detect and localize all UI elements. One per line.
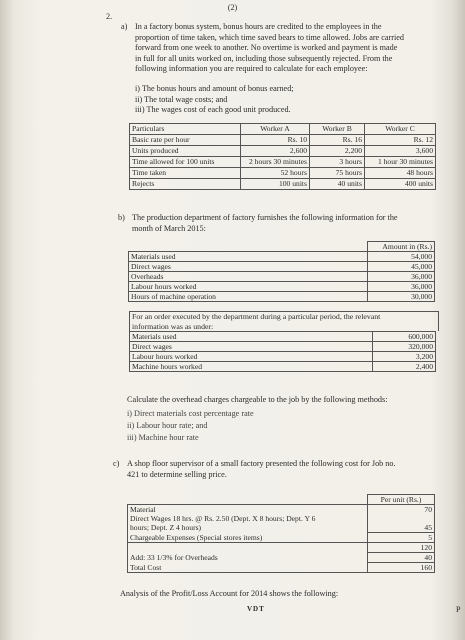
part-a-intro-line: in full for all units worked on, including those subsequently rejected. From the <box>135 53 393 63</box>
table-row <box>130 179 436 190</box>
table-row <box>130 146 436 157</box>
order-table <box>129 331 436 372</box>
table-row <box>130 352 436 362</box>
table-cell: Time allowed for 100 units <box>130 157 241 168</box>
table-cell: Hours of machine operation <box>129 292 368 302</box>
table-cell: 3,600 <box>365 146 436 157</box>
table-row <box>128 563 435 573</box>
part-c-label: c) <box>113 459 120 468</box>
table-cell: Machine hours worked <box>130 362 373 372</box>
table-header: Worker A <box>241 124 310 135</box>
calc-text: Calculate the overhead charges chargeable to the job by the following methods: <box>127 395 388 404</box>
footer-mark: VDT <box>247 605 265 613</box>
table-cell: 3,200 <box>373 352 436 362</box>
table-row <box>129 292 435 302</box>
table-row <box>128 543 435 553</box>
part-a-items <box>135 84 294 116</box>
table-cell: 5 <box>368 533 435 543</box>
table-cell: 75 hours <box>310 168 365 179</box>
table-cell: 100 units <box>241 179 310 190</box>
table-header-row <box>130 124 436 135</box>
table-cell <box>368 514 435 523</box>
part-b-intro-line: The production department of factory furnishes the following information for the <box>132 213 398 222</box>
table-header: Worker C <box>365 124 436 135</box>
part-a-item: i) The bonus hours and amount of bonus earned; <box>135 84 294 93</box>
table-header: Amount in (Rs.) <box>368 242 435 252</box>
table-cell: Materials used <box>129 252 368 262</box>
table-cell: 48 hours <box>365 168 436 179</box>
table-row <box>129 262 435 272</box>
table-cell: 2 hours 30 minutes <box>241 157 310 168</box>
table-cell: 52 hours <box>241 168 310 179</box>
table-row <box>130 168 436 179</box>
part-a-item: ii) The total wage costs; and <box>135 94 228 104</box>
table-cell: Materials used <box>130 332 373 342</box>
table-row <box>128 514 435 523</box>
table-cell: Units produced <box>130 146 241 157</box>
order-text <box>129 311 439 331</box>
table-header: Particulars <box>130 124 241 135</box>
table-cell: Chargeable Expenses (Special stores items) <box>128 533 368 543</box>
part-b-intro <box>132 213 437 234</box>
job-cost-table <box>127 494 435 573</box>
part-a-item: iii) The wages cost of each good unit produced. <box>135 105 291 115</box>
part-a-intro-line: forward from one week to another. No overtime is worked and payment is made <box>135 43 398 53</box>
table-row <box>130 135 436 146</box>
table-header: Per unit (Rs.) <box>368 495 435 505</box>
part-c-intro <box>127 459 437 480</box>
part-c-intro-line: A shop floor supervisor of a small factory presented the following cost for Job no. <box>127 459 396 468</box>
part-a-intro-line: In a factory bonus system, bonus hours are credited to the employees in the <box>135 22 382 31</box>
table-cell: 54,000 <box>368 252 435 262</box>
question-number: 2. <box>106 12 113 21</box>
table-cell: Total Cost <box>128 563 368 573</box>
table-cell: Rejects <box>130 179 241 190</box>
table-cell: Material <box>128 505 368 515</box>
table-row <box>128 505 435 515</box>
page-number: (2) <box>227 3 238 12</box>
part-b-intro-line: month of March 2015: <box>132 223 206 233</box>
table-cell: 1 hour 30 minutes <box>365 157 436 168</box>
table-cell: Rs. 16 <box>310 135 365 146</box>
table-cell: 2,200 <box>310 146 365 157</box>
worker-table <box>129 123 436 190</box>
table-cell: 2,600 <box>241 146 310 157</box>
table-cell: Rs. 10 <box>241 135 310 146</box>
closing-text: Analysis of the Profit/Loss Account for 2014 shows the following: <box>120 589 339 598</box>
table-cell: 36,000 <box>368 272 435 282</box>
method-item: ii) Labour hour rate; and <box>127 421 208 430</box>
order-text-line: For an order executed by the department during a particular period, the relevant <box>132 312 381 321</box>
table-cell: 320,000 <box>373 342 436 352</box>
table-cell: Time taken <box>130 168 241 179</box>
table-header: Worker B <box>310 124 365 135</box>
table-row <box>129 252 435 262</box>
part-a-label: a) <box>121 22 128 31</box>
table-cell: 30,000 <box>368 292 435 302</box>
table-cell: 2,400 <box>373 362 436 372</box>
table-header-row <box>128 495 435 505</box>
table-row <box>130 157 436 168</box>
table-row <box>128 533 435 543</box>
table-row <box>128 523 435 533</box>
table-cell: hours; Dept. Z 4 hours) <box>128 523 368 533</box>
table-cell: Rs. 12 <box>365 135 436 146</box>
table-cell: 40 <box>368 553 435 563</box>
table-cell: 45 <box>368 523 435 533</box>
method-item: i) Direct materials cost percentage rate <box>127 409 254 418</box>
table-cell: 36,000 <box>368 282 435 292</box>
table-cell: Direct wages <box>130 342 373 352</box>
table-cell: 400 units <box>365 179 436 190</box>
part-b-label: b) <box>118 213 125 222</box>
table-cell: Add: 33 1/3% for Overheads <box>128 553 368 563</box>
table-header-row <box>129 242 435 252</box>
table-row <box>130 342 436 352</box>
table-row <box>130 332 436 342</box>
table-row <box>128 553 435 563</box>
table-cell: 3 hours <box>310 157 365 168</box>
table-cell: Direct Wages 18 hrs. @ Rs. 2.50 (Dept. X 8 hours; Dept. Y 6 <box>128 514 368 523</box>
table-cell: Overheads <box>129 272 368 282</box>
table-cell: 70 <box>368 505 435 515</box>
methods-list <box>127 408 254 444</box>
part-a-intro <box>135 22 435 75</box>
table-cell: 160 <box>368 563 435 573</box>
edge-mark: P <box>456 605 461 614</box>
part-c-intro-line: 421 to determine selling price. <box>127 469 227 479</box>
table-cell <box>128 543 368 553</box>
table-row <box>129 272 435 282</box>
table-cell: Labour hours worked <box>130 352 373 362</box>
table-cell: Basic rate per hour <box>130 135 241 146</box>
table-cell: Labour hours worked <box>129 282 368 292</box>
table-cell: 120 <box>368 543 435 553</box>
table-cell: 40 units <box>310 179 365 190</box>
table-cell: 600,000 <box>373 332 436 342</box>
department-table <box>128 241 435 302</box>
table-cell: Direct wages <box>129 262 368 272</box>
part-a-intro-line: following information you are required to calculate for each employee: <box>135 64 368 74</box>
part-a-intro-line: proportion of time taken, which time saved bears to time allowed. Jobs are carried <box>135 32 404 42</box>
method-item: iii) Machine hour rate <box>127 433 199 442</box>
order-text-line: information was as under: <box>132 321 214 331</box>
table-row <box>129 282 435 292</box>
table-cell: 45,000 <box>368 262 435 272</box>
table-row <box>130 362 436 372</box>
